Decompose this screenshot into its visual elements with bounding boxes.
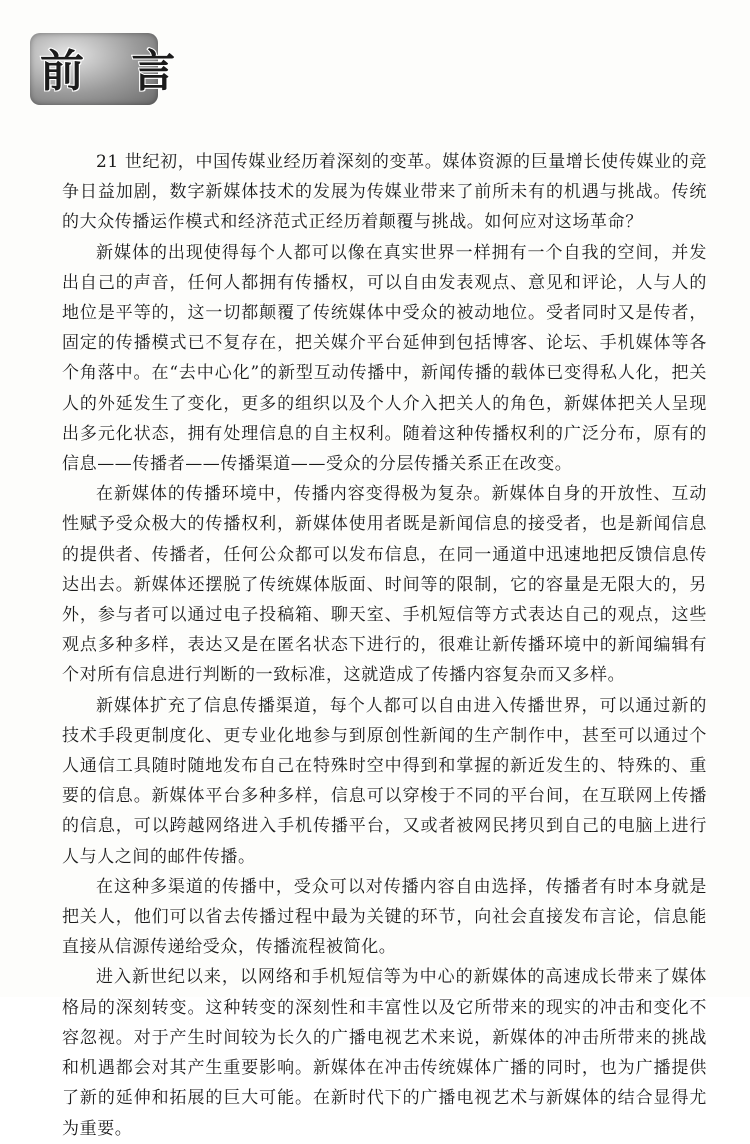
paragraph-5: 在这种多渠道的传播中，受众可以对传播内容自由选择，传播者有时本身就是把关人，他们可以省去传播过程中最为关键的环节，向社会直接发布言论，信息能直接从信源传递给受众，传播流程被简化。 xyxy=(62,876,707,958)
preface-body xyxy=(62,147,707,1144)
paragraph-6: 进入新世纪以来，以网络和手机短信等为中心的新媒体的高速成长带来了媒体格局的深刻转变。这种转变的深刻性和丰富性以及它所带来的现实的冲击和变化不容忽视。对于产生时间较为长久的广播电视艺术来说，新媒体的冲击所带来的挑战和机遇都会对其产生重要影响。新媒体在冲击传统媒体广播的同时，也为广播提供了新的延伸和拓展的巨大可能。在新时代下的广播电视艺术与新媒体的结合显得尤为重要。 xyxy=(62,967,707,1139)
paragraph-4: 新媒体扩充了信息传播渠道，每个人都可以自由进入传播世界，可以通过新的技术手段更制度化、更专业化地参与到原创性新闻的生产制作中，甚至可以通过个人通信工具随时随地发布自己在特殊时空中得到和掌握的新近发生的、特殊的、重要的信息。新媒体平台多种多样，信息可以穿梭于不同的平台间，在互联网上传播的信息，可以跨越网络进入手机传播平台，又或者被网民拷贝到自己的电脑上进行人与人之间的邮件传播。 xyxy=(62,695,707,867)
paragraph-3: 在新媒体的传播环境中，传播内容变得极为复杂。新媒体自身的开放性、互动性赋予受众极大的传播权利，新媒体使用者既是新闻信息的接受者，也是新闻信息的提供者、传播者，任何公众都可以发布信息，在同一通道中迅速地把反馈信息传达出去。新媒体还摆脱了传统媒体版面、时间等的限制，它的容量是无限大的，另外，参与者可以通过电子投稿箱、聊天室、手机短信等方式表达自己的观点，这些观点多种多样，表达又是在匿名状态下进行的，很难让新传播环境中的新闻编辑有个对所有信息进行判断的一致标准，这就造成了传播内容复杂而又多样。 xyxy=(62,484,707,686)
page-title: 前 言 xyxy=(40,46,192,97)
paragraph-2: 新媒体的出现使得每个人都可以像在真实世界一样拥有一个自我的空间，并发出自己的声音，任何人都拥有传播权，可以自由发表观点、意见和评论，人与人的地位是平等的，这一切都颠覆了传统媒体中受众的被动地位。受者同时又是传者，固定的传播模式已不复存在，把关媒介平台延伸到包括博客、论坛、手机媒体等各个角落中。在“去中心化”的新型互动传播中，新闻传播的载体已变得私人化，把关人的外延发生了变化，更多的组织以及个人介入把关人的角色，新媒体把关人呈现出多元化状态，拥有处理信息的自主权利。随着这种传播权利的广泛分布，原有的信息——传播者——传播渠道——受众的分层传播关系正在改变。 xyxy=(62,242,707,475)
paragraph-1: 21 世纪初，中国传媒业经历着深刻的变革。媒体资源的巨量增长使传媒业的竞争日益加剧，数字新媒体技术的发展为传媒业带来了前所未有的机遇与挑战。传统的大众传播运作模式和经济范式正经历着颠覆与挑战。如何应对这场革命？ xyxy=(62,152,707,233)
